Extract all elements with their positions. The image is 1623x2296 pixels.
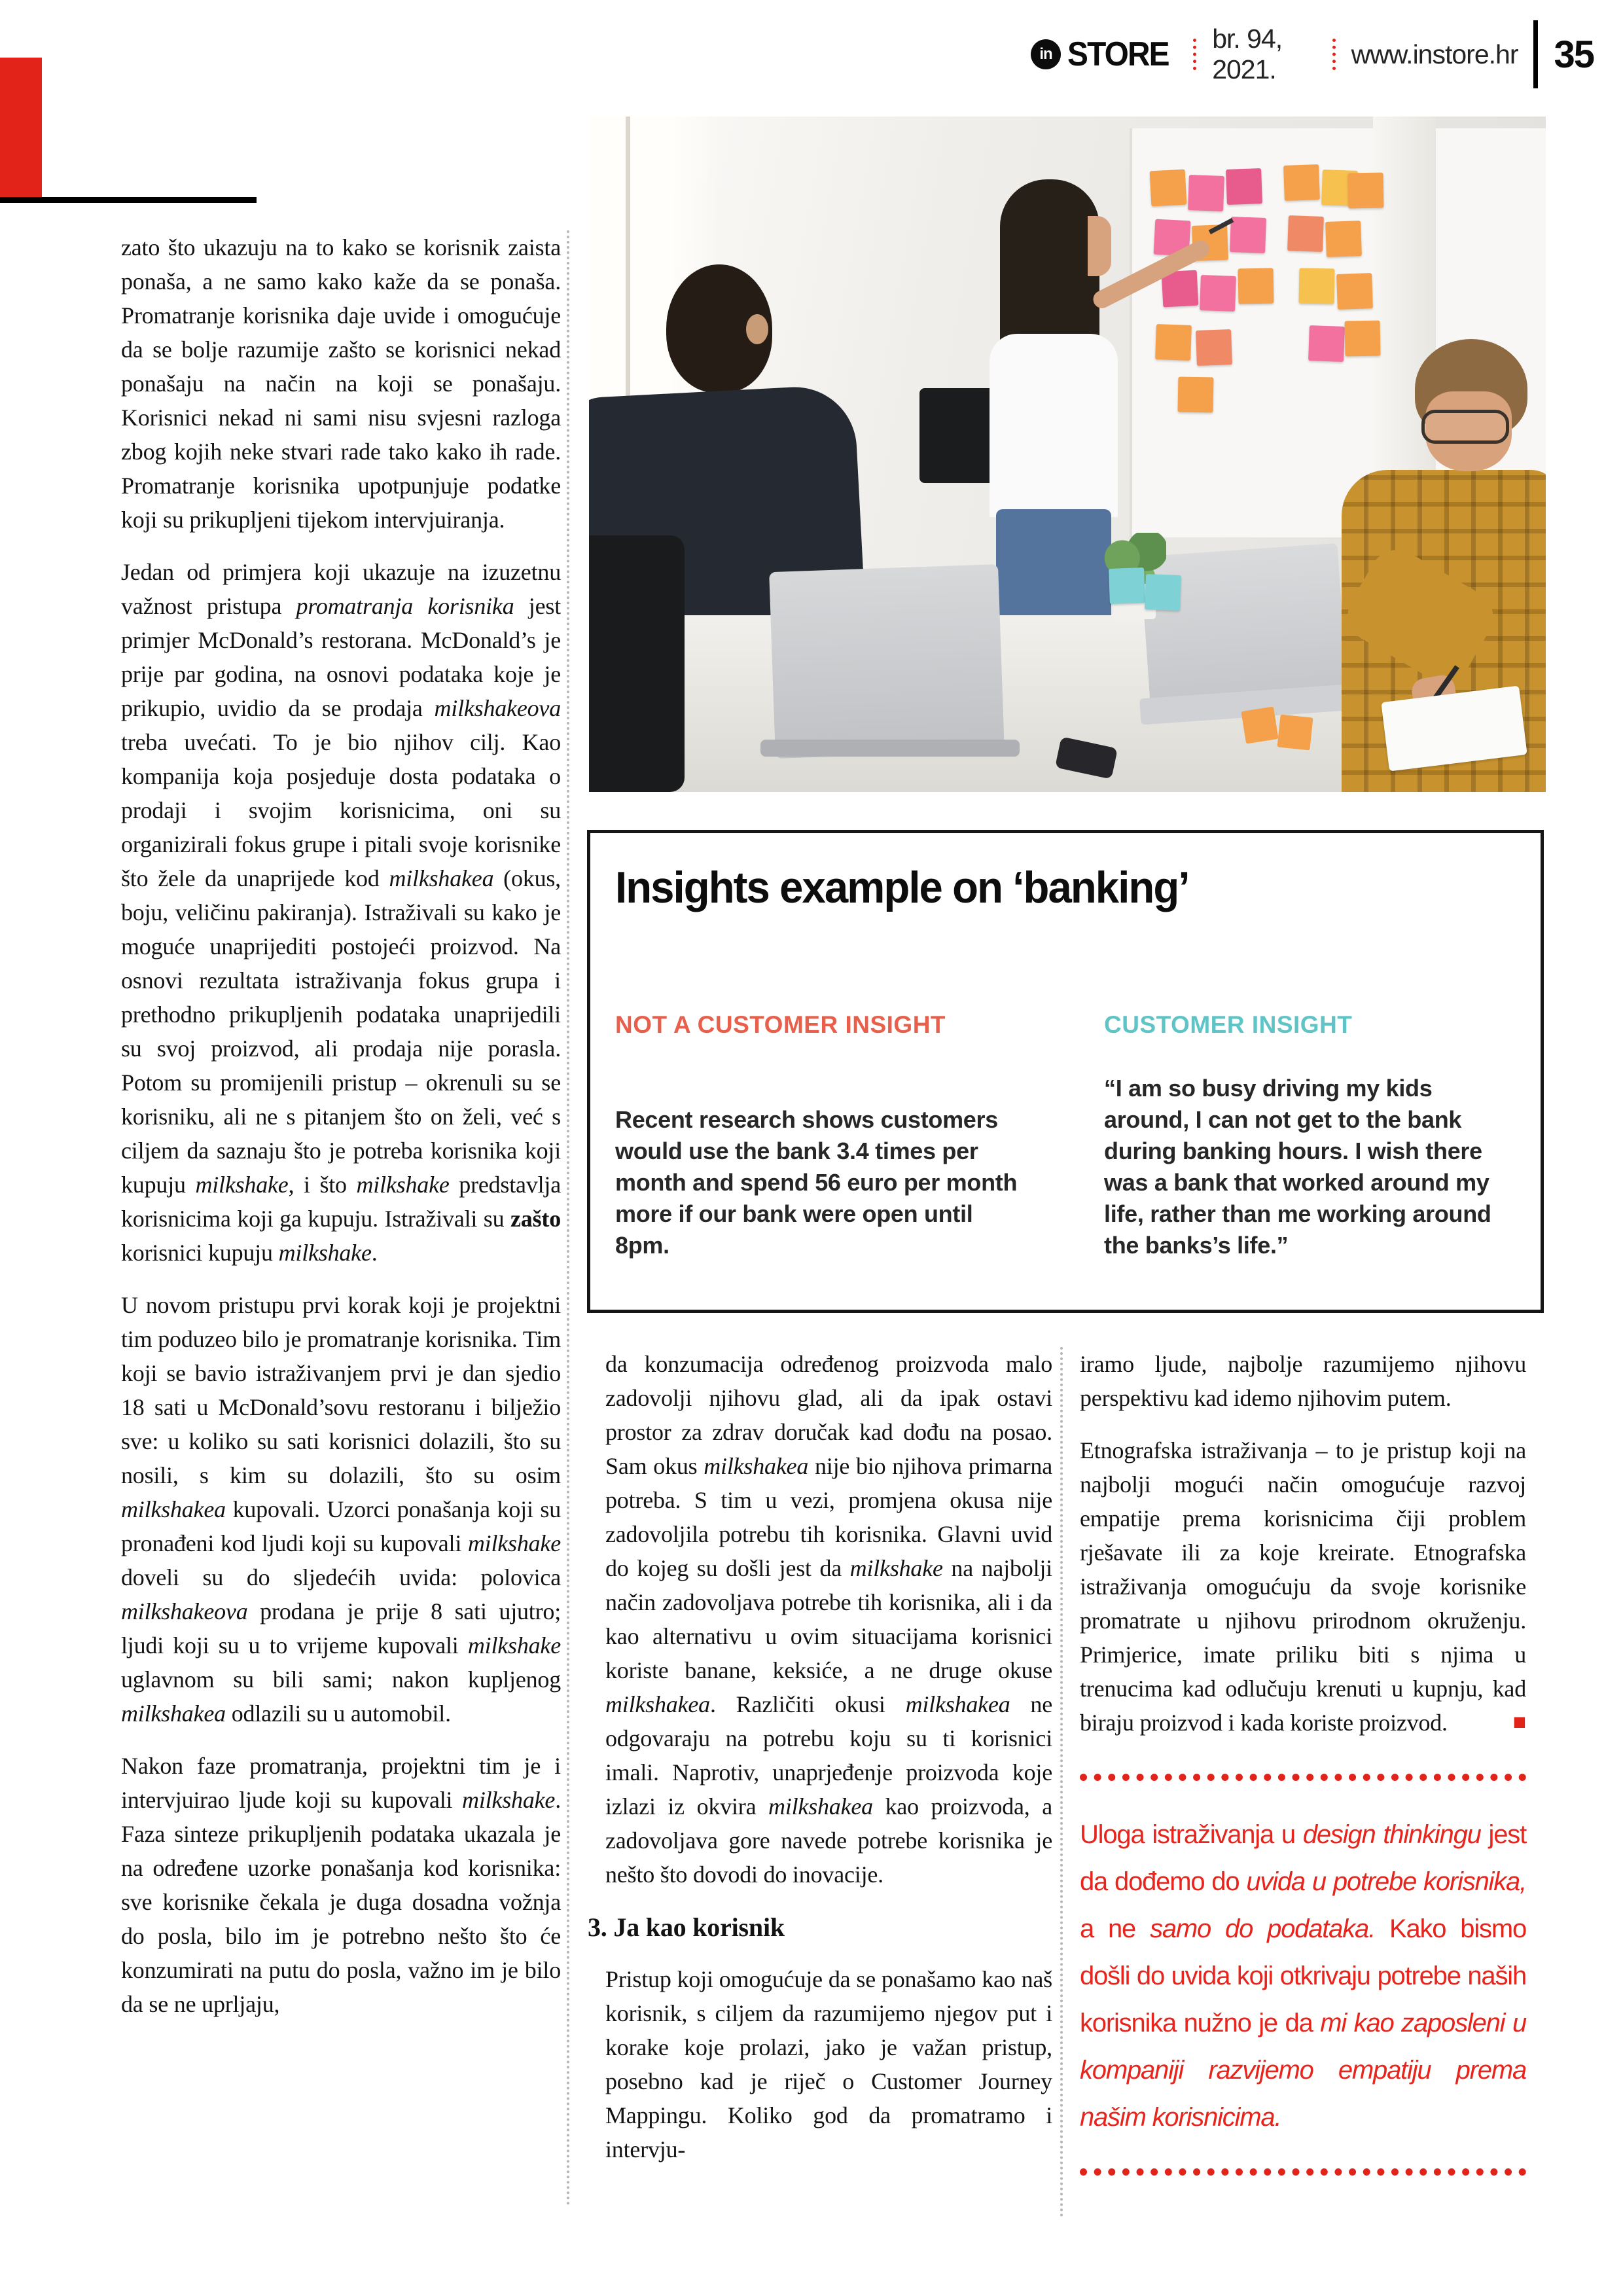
article-column-middle <box>588 1347 1052 2185</box>
sticky-note <box>1348 173 1384 209</box>
column-separator <box>567 230 569 2207</box>
customer-insight-label: CUSTOMER INSIGHT <box>1104 1011 1353 1038</box>
paragraph: Nakon faze promatranja, projektni tim je i intervjuirao ljude koji su kupovali milkshake. Faza sinteze prikupljenih podataka ukazala je na određene uzorke ponašanja kod korisnika: sve korisnike čekala je duga dosadna vožnja do posla, bilo im je potrebno nešto što će konzumirati na putu do posla, važno im je bilo da se ne uprljaju, <box>121 1753 561 2017</box>
insights-box <box>587 830 1544 1313</box>
insights-title: Insights example on ‘banking’ <box>615 863 1189 912</box>
paragraph: da konzumacija određenog proizvoda malo zadovolji njihovu glad, ali da ipak ostavi prostor za zdrav doručak kad dođu na posao. Sam okus milkshakea nije bio njihova primarna potreba. S tim u vezi, promjena okusa nije zadovoljila potrebu tih korisnika. Glavni uvid do kojeg su došli jest da milkshake na najbolji način zadovoljava potrebe tih korisnika, ali i da kao alternativu u ovim situacijama korisnici koriste banane, keksiće, a ne druge okuse milkshakea. Različiti okusi milkshakea ne odgovaraju na potrebu koju su ti korisnici imali. Naprotiv, unaprjeđenje proizvoda koje izlazi iz okvira milkshakea kao proizvoda, a zadovoljava gore navede potrebe korisnika je nešto što dovodi do inovacije. <box>605 1351 1052 1888</box>
not-customer-insight-column <box>615 1011 1027 1261</box>
sticky-note <box>1238 268 1274 304</box>
not-customer-insight-text: Recent research shows customers would use the bank 3.4 times per month and spend 56 euro per month more if our bank were open until 8pm. <box>615 1106 1018 1259</box>
presenter-face <box>1088 216 1111 276</box>
sticky-note <box>1325 221 1362 257</box>
sticky-note <box>1336 273 1373 310</box>
laptop-center-base <box>760 740 1020 757</box>
sticky-note <box>1155 324 1192 361</box>
red-dotted-rule <box>1080 2168 1526 2176</box>
paragraph: zato što ukazuju na to kako se korisnik zaista ponaša, a ne samo kako kaže da se ponaša. Promatranje korisnika daje uvide i omogućuje da se bolje razumije zašto se korisnici nekad ponašaju na način na koji se ponašaju. Korisnici nekad ni sami nisu svjesni razloga zbog kojih neke stvari rade tako kako ih rade. Promatranje korisnika upotpunjuje podatke koji su prikupljeni tijekom intervjuiranja. <box>121 234 561 533</box>
glasses-icon <box>1421 410 1509 444</box>
dotted-separator-icon <box>1193 39 1196 70</box>
hero-photo <box>589 117 1546 792</box>
sticky-note <box>1109 567 1145 604</box>
logo-text: STORE <box>1067 35 1169 73</box>
section-red-tab <box>0 58 42 197</box>
right-paragraphs <box>1080 1347 1526 1740</box>
sticky-note <box>1200 275 1236 312</box>
middle-paragraphs <box>605 1962 1052 2166</box>
header-divider <box>1533 20 1538 88</box>
dotted-separator-icon <box>1332 39 1336 70</box>
sticky-note <box>1226 168 1262 205</box>
sticky-note <box>1283 164 1320 201</box>
red-dotted-rule <box>1080 1774 1526 1781</box>
middle-paragraphs <box>605 1347 1052 1892</box>
not-customer-insight-label: NOT A CUSTOMER INSIGHT <box>615 1011 946 1038</box>
sticky-note <box>1188 175 1224 211</box>
issue-number: br. 94, 2021. <box>1212 24 1283 84</box>
instore-logo-icon: in <box>1031 39 1061 69</box>
article-column-left <box>121 230 561 2039</box>
sticky-note <box>1230 217 1266 253</box>
sticky-note <box>1150 170 1187 207</box>
pullquote: Uloga istraživanja u design thinkingu jest da dođemo do uvida u potrebe korisnika, a ne samo do podataka. Kako bismo došli do uvida koji otkrivaju potrebe naših korisnika nužno je da mi kao zaposleni u kompaniji razvijemo empatiju prema našim korisnicima. <box>1080 1820 1526 2132</box>
paragraph: Jedan od primjera koji ukazuje na izuzetnu važnost pristupa promatranja korisnika jest primjer McDonald’s restorana. McDonald’s je prije par godina, na osnovi podataka koje je prikupio, uvidio da se prodaja milkshakeova treba uvećati. To je bio njihov cilj. Kao kompanija koja posjeduje dosta podataka o prodaji i svojim korisnicima, oni su organizirali fokus grupe i pitali svoje korisnike što žele da unaprijede kod milkshakea (okus, boju, veličinu pakiranja). Istraživali su kako je moguće unaprijediti postojeći proizvod. Na osnovi rezultata istraživanja fokus grupa i prethodno prikupljenih podataka unaprijedili su svoj proizvod, ali prodaja nije porasla. Potom su promijenili pristup – okrenuli su se korisniku, ali ne s pitanjem što on želi, već s ciljem da saznaju što je potreba korisnika koji kupuju milkshake, i što milkshake predstavlja korisnicima koji ga kupuju. Istraživali su zašto korisnici kupuju milkshake. <box>121 559 562 1266</box>
article-column-right <box>1080 1347 1526 2176</box>
instore-brand <box>1031 35 1177 74</box>
sticky-note <box>1299 268 1335 304</box>
sticky-note <box>1277 715 1313 751</box>
customer-insight-text: “I am so busy driving my kids around, I can not get to the bank during banking hours. I wish there was a bank that worked around my life, rather than me working around the banks’s life.” <box>1104 1075 1491 1259</box>
website-link[interactable]: www.instore.hr <box>1351 39 1518 69</box>
paragraph: Etnografska istraživanja – to je pristup koji na najbolji mogući način omogućuje razvoj empatije prema korisnicima čiji problem rješavate ili za koje kreirate. Etnografska istraživanja omogućuju da svoje korisnike promatrate u njihovu prirodnom okruženju. Primjerice, imate priliku biti s njima u trenucima kad odlučuju krenuti u kupnju, kad biraju proizvod i kada koriste proizvod. ■ <box>1080 1433 1526 1740</box>
sticky-note <box>1145 574 1181 611</box>
article-end-mark: ■ <box>1512 1710 1526 1734</box>
office-chair <box>589 535 685 792</box>
sticky-note <box>1241 706 1278 744</box>
section-heading: 3. Ja kao korisnik <box>588 1912 785 1942</box>
sticky-note <box>1196 329 1232 366</box>
presenter-jeans <box>996 509 1111 624</box>
customer-insight-column <box>1104 1011 1510 1261</box>
sticky-note <box>1178 377 1214 413</box>
page-header <box>1031 18 1594 90</box>
colleague-left-ear <box>746 314 768 344</box>
top-left-rule <box>0 197 257 203</box>
paragraph: Pristup koji omogućuje da se ponašamo kao naš korisnik, s ciljem da razumijemo njegov put i korake koje prolazi, jako je važan pristup, posebno kad je riječ o Customer Journey Mappingu. Koliko god da promatramo i intervju- <box>605 1966 1052 2162</box>
sticky-note <box>1345 321 1381 357</box>
sticky-note <box>1308 325 1345 362</box>
laptop-center <box>769 564 1005 759</box>
sticky-note <box>1287 215 1324 252</box>
paragraph: iramo ljude, najbolje razumijemo njihovu perspektivu kad idemo njihovim putem. <box>1080 1351 1526 1411</box>
presenter-shirt <box>990 334 1118 517</box>
page-number: 35 <box>1554 33 1594 76</box>
column-separator <box>1060 1347 1063 2217</box>
paragraph: U novom pristupu prvi korak koji je projektni tim poduzeo bilo je promatranje korisnika. Tim koji se bavio istraživanjem prvi je dan sjedio 18 sati u McDonald’sovu restoranu i bilježio sve: u koliko su sati korisnici dolazili, što su nosili, s kim su dolazili, što su osim milkshakea kupovali. Uzorci ponašanja koji su pronađeni kod ljudi koji su kupovali milkshake doveli su do sljedećih uvida: polovica milkshakeova prodana je prije 8 sati ujutro; ljudi koji su u to vrijeme kupovali milkshake uglavnom su bili sami; nakon kupljenog milkshakea odlazili su u automobil. <box>121 1292 561 1727</box>
